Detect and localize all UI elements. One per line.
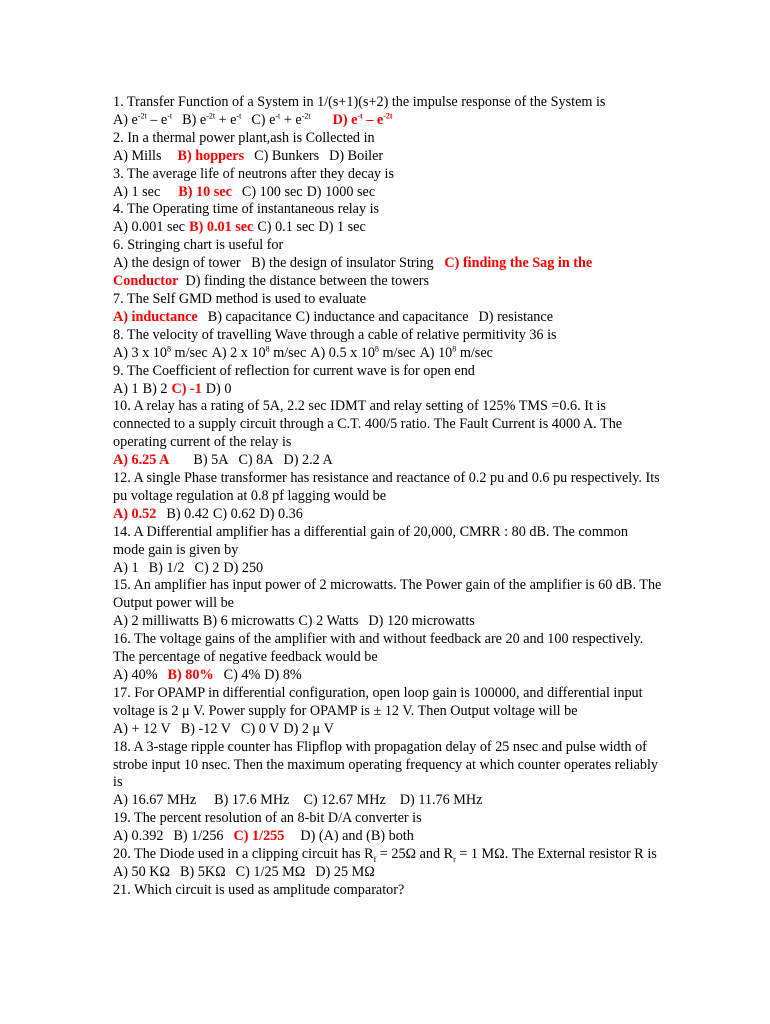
- option-c-correct: C) -1: [171, 380, 202, 397]
- options-1: [113, 112, 662, 130]
- options-7: [113, 309, 662, 327]
- options-15: [113, 613, 662, 631]
- option-c: C) 100 sec: [241, 183, 303, 200]
- options-6: [113, 255, 662, 291]
- question-1: 1. Transfer Function of a System in 1/(s+1)(s+2) the impulse response of the System is: [113, 94, 606, 110]
- option-d: D) 2.2 A: [283, 452, 333, 469]
- option-c: C) 4%: [223, 667, 261, 683]
- option-b: A) 2 x $10^8$ m/sec: [211, 343, 307, 361]
- option-a: A) 16.67 MHz: [113, 792, 197, 809]
- question-4: 4. The Operating time of instantaneous relay is: [113, 201, 380, 218]
- option-b: B) 5KΩ: [180, 863, 226, 880]
- question-9: 9. The Coefficient of reflection for current wave is for open end: [113, 362, 475, 379]
- option-a: A) + 12 V: [113, 720, 171, 737]
- option-a: A) 0.392: [113, 828, 164, 845]
- option-b: B) 5A: [193, 452, 229, 469]
- question-20: 20. The Diode used in a clipping circuit has $R_f = 25\Omega$ and $R_r = 1$ MΩ. The External resistor R is: [113, 846, 657, 864]
- option-a: A) the design of tower: [113, 255, 241, 272]
- question-19: 19. The percent resolution of an 8-bit D/A converter is: [113, 810, 422, 827]
- option-c: C) $e^{-t} + e^{-2t}$: [251, 111, 311, 128]
- options-9: [113, 381, 662, 399]
- option-c: C) 0.62: [212, 505, 256, 522]
- option-d: D) 120 microwatts: [368, 613, 475, 630]
- option-c: C) 0.1 sec: [257, 219, 315, 236]
- question-7: 7. The Self GMD method is used to evaluate: [113, 290, 367, 307]
- option-c: C) inductance and capacitance: [295, 308, 469, 325]
- option-d: D) 11.76 MHz: [399, 792, 483, 809]
- option-c: A) 0.5 x $10^8$ m/sec: [310, 343, 416, 361]
- question-21: 21. Which circuit is used as amplitude comparator?: [113, 881, 405, 898]
- option-a: A) 1: [113, 559, 139, 576]
- option-d: D) 0.36: [259, 505, 303, 522]
- option-a: A) 1: [113, 380, 139, 397]
- options-17: [113, 721, 662, 739]
- option-b: B) 2: [142, 380, 168, 397]
- option-a-correct: A) inductance: [113, 308, 198, 325]
- question-6: 6. Stringing chart is useful for: [113, 237, 284, 254]
- option-d: D) 0: [205, 380, 232, 397]
- option-b: B) 6 microwatts: [202, 613, 295, 630]
- options-16: [113, 667, 662, 685]
- options-20: [113, 864, 662, 882]
- option-d: D) Boiler: [329, 147, 384, 164]
- option-a: A) 3 x $10^8$ m/sec: [113, 343, 208, 361]
- option-c: C) 2 Watts: [298, 613, 359, 630]
- option-c-correct: C) 1/255: [233, 828, 285, 845]
- option-b: B) -12 V: [180, 720, 231, 737]
- option-b: B) 17.6 MHz: [214, 792, 290, 809]
- options-12: [113, 506, 662, 524]
- option-a: A) 0.001 sec: [113, 219, 186, 236]
- option-d: D) resistance: [478, 308, 553, 325]
- option-a-correct: A) 0.52: [113, 505, 157, 522]
- options-10: [113, 452, 662, 470]
- question-12: 12. A single Phase transformer has resistance and reactance of 0.2 pu and 0.6 pu respectively. Its pu voltage regulation at 0.8 pf lagging would be: [113, 470, 660, 504]
- option-d-correct: D) $e^{-t} - e^{-2t}$: [332, 111, 393, 128]
- option-b-correct: B) 0.01 sec: [189, 219, 254, 236]
- option-a: A) $e^{-2t} - e^{-t}$: [113, 111, 173, 128]
- question-10: 10. A relay has a rating of 5A, 2.2 sec IDMT and relay setting of 125% TMS =0.6. It is connected to a supply circuit through a C.T. 400/5 ratio. The Fault Current is 4000 A. The operating current of the relay is: [113, 398, 623, 451]
- question-14: 14. A Differential amplifier has a differential gain of 20,000, CMRR : 80 dB. The common mode gain is given by: [113, 523, 628, 558]
- question-17: 17. For OPAMP in differential configuration, open loop gain is 100000, and differential input voltage is 2 μ V. Power supply for OPAMP is ± 12 V. Then Output voltage will be: [113, 684, 643, 719]
- question-16: 16. The voltage gains of the amplifier with and without feedback are 20 and 100 respectively. The percentage of negative feedback would be: [113, 631, 644, 666]
- option-b: B) the design of insulator String: [251, 255, 434, 272]
- option-d: D) 1000 sec: [306, 183, 376, 200]
- question-18: 18. A 3-stage ripple counter has Flipflop with propagation delay of 25 nsec and pulse width of strobe input 10 nsec. Then the maximum operating frequency at which counter operates reliably is: [113, 738, 658, 791]
- option-d: D) 8%: [264, 667, 302, 683]
- question-3: 3. The average life of neutrons after they decay is: [113, 165, 394, 182]
- option-d: D) 250: [223, 559, 264, 576]
- option-c: C) 8A: [238, 452, 274, 469]
- option-b: B) 1/2: [148, 559, 185, 576]
- options-14: [113, 560, 662, 578]
- option-a: A) 40%: [113, 667, 158, 683]
- options-18: [113, 792, 662, 810]
- option-b-correct: B) 10 sec: [178, 183, 232, 200]
- option-d: D) 1 sec: [318, 219, 366, 236]
- option-a: A) 50 KΩ: [113, 863, 171, 880]
- options-4: [113, 219, 662, 237]
- option-d: D) 2 μ V: [283, 720, 334, 737]
- options-3: [113, 184, 662, 202]
- option-c-correct: C) finding the Sag in the Conductor: [113, 255, 593, 290]
- options-8: [113, 345, 662, 363]
- option-b-correct: B) hoppers: [177, 147, 245, 164]
- option-c: C) 1/25 MΩ: [235, 863, 306, 880]
- option-a: A) 1 sec: [113, 183, 161, 200]
- question-2: 2. In a thermal power plant,ash is Collected in: [113, 129, 375, 146]
- question-8: 8. The velocity of travelling Wave through a cable of relative permitivity 36 is: [113, 326, 557, 343]
- option-a-correct: A) 6.25 A: [113, 452, 170, 469]
- option-b: B) 0.42: [166, 505, 209, 522]
- option-c: C) Bunkers: [254, 147, 320, 164]
- option-b: B) $e^{-2t} + e^{-t}$: [182, 111, 242, 128]
- option-b: B) 1/256: [173, 828, 224, 845]
- option-a: A) Mills: [113, 147, 162, 164]
- option-d: A) $10^8$ m/sec: [419, 343, 493, 361]
- option-a: A) 2 milliwatts: [113, 613, 199, 630]
- option-c: C) 0 V: [240, 720, 280, 737]
- option-b: B) capacitance: [207, 308, 292, 325]
- question-15: 15. An amplifier has input power of 2 microwatts. The Power gain of the amplifier is 60 dB. The Output power will be: [113, 577, 662, 612]
- option-d: D) finding the distance between the towers: [185, 273, 430, 290]
- options-2: [113, 148, 662, 166]
- option-d: D) 25 MΩ: [315, 863, 375, 880]
- option-d: D) (A) and (B) both: [300, 828, 414, 845]
- option-c: C) 2: [194, 559, 220, 576]
- option-c: C) 12.67 MHz: [303, 792, 386, 809]
- options-19: [113, 828, 662, 846]
- option-b-correct: B) 80%: [167, 667, 214, 683]
